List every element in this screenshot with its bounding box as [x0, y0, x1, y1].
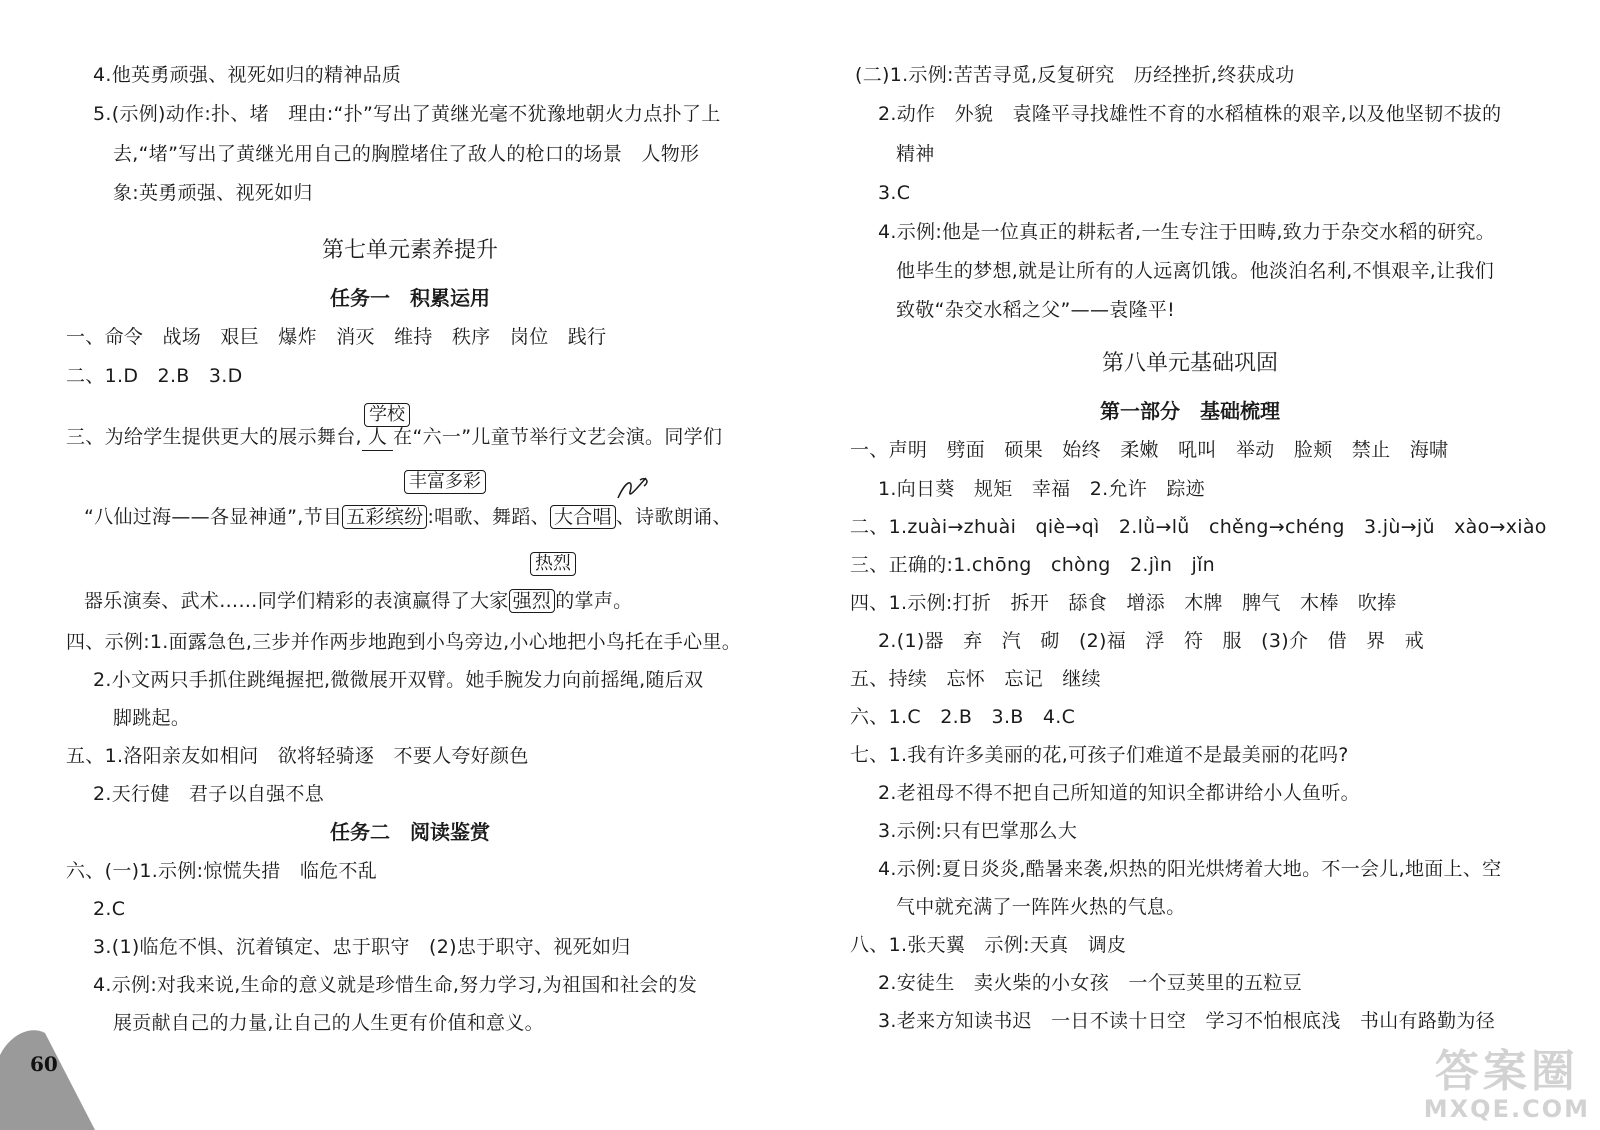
correction-text: :唱歌、舞蹈、	[427, 506, 550, 528]
answer-line: 4.示例:他是一位真正的耕耘者,一生专注于田畴,致力于杂交水稻的研究。	[878, 221, 1496, 243]
answer-line: 3.老来方知读书迟 一日不读十日空 学习不怕根底浅 书山有路勤为径	[878, 1010, 1496, 1032]
answer-line: 2.C	[93, 898, 126, 920]
answer-line: 2.安徒生 卖火柴的小女孩 一个豆荚里的五粒豆	[878, 972, 1303, 994]
inserted-word-relie: 热烈	[530, 552, 576, 576]
answer-line: 3.示例:只有巴掌那么大	[878, 820, 1078, 842]
answer-line: 2.(1)器 弃 汽 砌 (2)福 浮 符 服 (3)介 借 界 戒	[878, 630, 1425, 652]
watermark-text: 答案圈	[1434, 1046, 1579, 1097]
inserted-word-fengfu: 丰富多彩	[404, 470, 486, 494]
unit-title: 第八单元基础巩固	[1101, 351, 1278, 376]
correction-line-3	[84, 588, 632, 614]
delete-mark-icon	[616, 474, 656, 502]
answer-line: 3.C	[878, 182, 911, 204]
answer-line: 三、正确的:1.chōng chòng 2.jìn jǐn	[850, 554, 1215, 576]
answer-line: 五、持续 忘怀 忘记 继续	[850, 668, 1101, 690]
answer-line: 4.示例:对我来说,生命的意义就是珍惜生命,努力学习,为祖国和社会的发	[93, 974, 698, 996]
answer-line: 4.他英勇顽强、视死如归的精神品质	[93, 64, 402, 86]
answer-line: 2.天行健 君子以自强不息	[93, 783, 325, 805]
answer-line: 致敬“杂交水稻之父”——袁隆平!	[896, 299, 1176, 321]
watermark-logo	[1424, 1048, 1590, 1122]
answer-line: 一、声明 劈面 硕果 始终 柔嫩 吼叫 举动 脸颊 禁止 海啸	[850, 439, 1449, 461]
answer-line: 2.动作 外貌 袁隆平寻找雄性不育的水稻植株的艰辛,以及他坚韧不拔的	[878, 103, 1502, 125]
unit-title: 第七单元素养提升	[321, 238, 498, 263]
inserted-word-school: 学校	[364, 403, 410, 427]
correction-text: 三、为给学生提供更大的展示舞台,	[66, 426, 362, 448]
boxed-word-qianglie: 强烈	[509, 589, 556, 613]
answer-line: 展贡献自己的力量,让自己的人生更有价值和意义。	[113, 1012, 544, 1034]
answer-line: 2.小文两只手抓住跳绳握把,微微展开双臂。她手腕发力向前摇绳,随后双	[93, 669, 704, 691]
page-corner-shape	[0, 1025, 100, 1130]
answer-line: 七、1.我有许多美丽的花,可孩子们难道不是最美丽的花吗?	[850, 744, 1349, 766]
part-title: 第一部分 基础梳理	[1100, 399, 1280, 423]
watermark-url: MXQE.COM	[1423, 1095, 1590, 1123]
answer-line: 脚跳起。	[113, 707, 191, 729]
answer-line: 气中就充满了一阵阵火热的气息。	[896, 896, 1186, 918]
answer-line: 八、1.张天翼 示例:天真 调皮	[850, 934, 1127, 956]
task-title: 任务二 阅读鉴赏	[330, 820, 490, 844]
answer-line: 象:英勇顽强、视死如归	[113, 182, 313, 204]
answer-line: 五、1.洛阳亲友如相问 欲将轻骑逐 不要人夸好颜色	[66, 745, 529, 767]
answer-line: 2.老祖母不得不把自己所知道的知识全都讲给小人鱼听。	[878, 782, 1360, 804]
answer-line: 精神	[896, 143, 935, 165]
correction-line-1	[66, 424, 722, 451]
answer-line: 一、命令 战场 艰巨 爆炸 消灭 维持 秩序 岗位 践行	[66, 326, 607, 348]
correction-text: 的掌声。	[555, 590, 633, 612]
insert-mark: 人	[362, 424, 393, 451]
correction-text: 器乐演奏、武术……同学们精彩的表演赢得了大家	[84, 590, 509, 612]
answer-line: 六、(一)1.示例:惊慌失措 临危不乱	[66, 860, 378, 882]
answer-line: 四、示例:1.面露急色,三步并作两步地跑到小鸟旁边,小心地把小鸟托在手心里。	[66, 631, 742, 653]
answer-line: 3.(1)临危不惧、沉着镇定、忠于职守 (2)忠于职守、视死如归	[93, 936, 631, 958]
answer-line: (二)1.示例:苦苦寻觅,反复研究 历经挫折,终获成功	[855, 64, 1295, 86]
correction-text: 、诗歌朗诵、	[615, 506, 732, 528]
answer-line: 去,“堵”写出了黄继光用自己的胸膛堵住了敌人的枪口的场景 人物形	[113, 143, 700, 165]
task-title: 任务一 积累运用	[330, 286, 490, 310]
answer-line: 1.向日葵 规矩 幸福 2.允许 踪迹	[878, 478, 1205, 500]
boxed-word-dahechang: 大合唱	[550, 505, 616, 529]
correction-line-2	[84, 504, 732, 530]
answer-line: 他毕生的梦想,就是让所有的人远离饥饿。他淡泊名利,不惧艰辛,让我们	[896, 260, 1495, 282]
boxed-word-wucai: 五彩缤纷	[342, 505, 427, 529]
answer-line: 四、1.示例:打折 拆开 舔食 增添 木牌 脾气 木棒 吹捧	[850, 592, 1397, 614]
answer-line: 六、1.C 2.B 3.B 4.C	[850, 706, 1076, 728]
correction-text: 在“六一”儿童节举行文艺会演。同学们	[393, 426, 723, 448]
page-number-corner	[0, 1025, 100, 1130]
page-number: 60	[30, 1052, 58, 1076]
answer-line: 5.(示例)动作:扑、堵 理由:“扑”写出了黄继光毫不犹豫地朝火力点扑了上	[93, 103, 721, 125]
correction-text: “八仙过海——各显神通”,节目	[84, 506, 343, 528]
answer-line: 二、1.zuài→zhuài qiè→qì 2.lǜ→lǚ chěng→chéng 3.jù→jǔ xào→xiào	[850, 516, 1547, 538]
answer-line: 二、1.D 2.B 3.D	[66, 365, 243, 387]
answer-line: 4.示例:夏日炎炎,酷暑来袭,炽热的阳光烘烤着大地。不一会儿,地面上、空	[878, 858, 1502, 880]
